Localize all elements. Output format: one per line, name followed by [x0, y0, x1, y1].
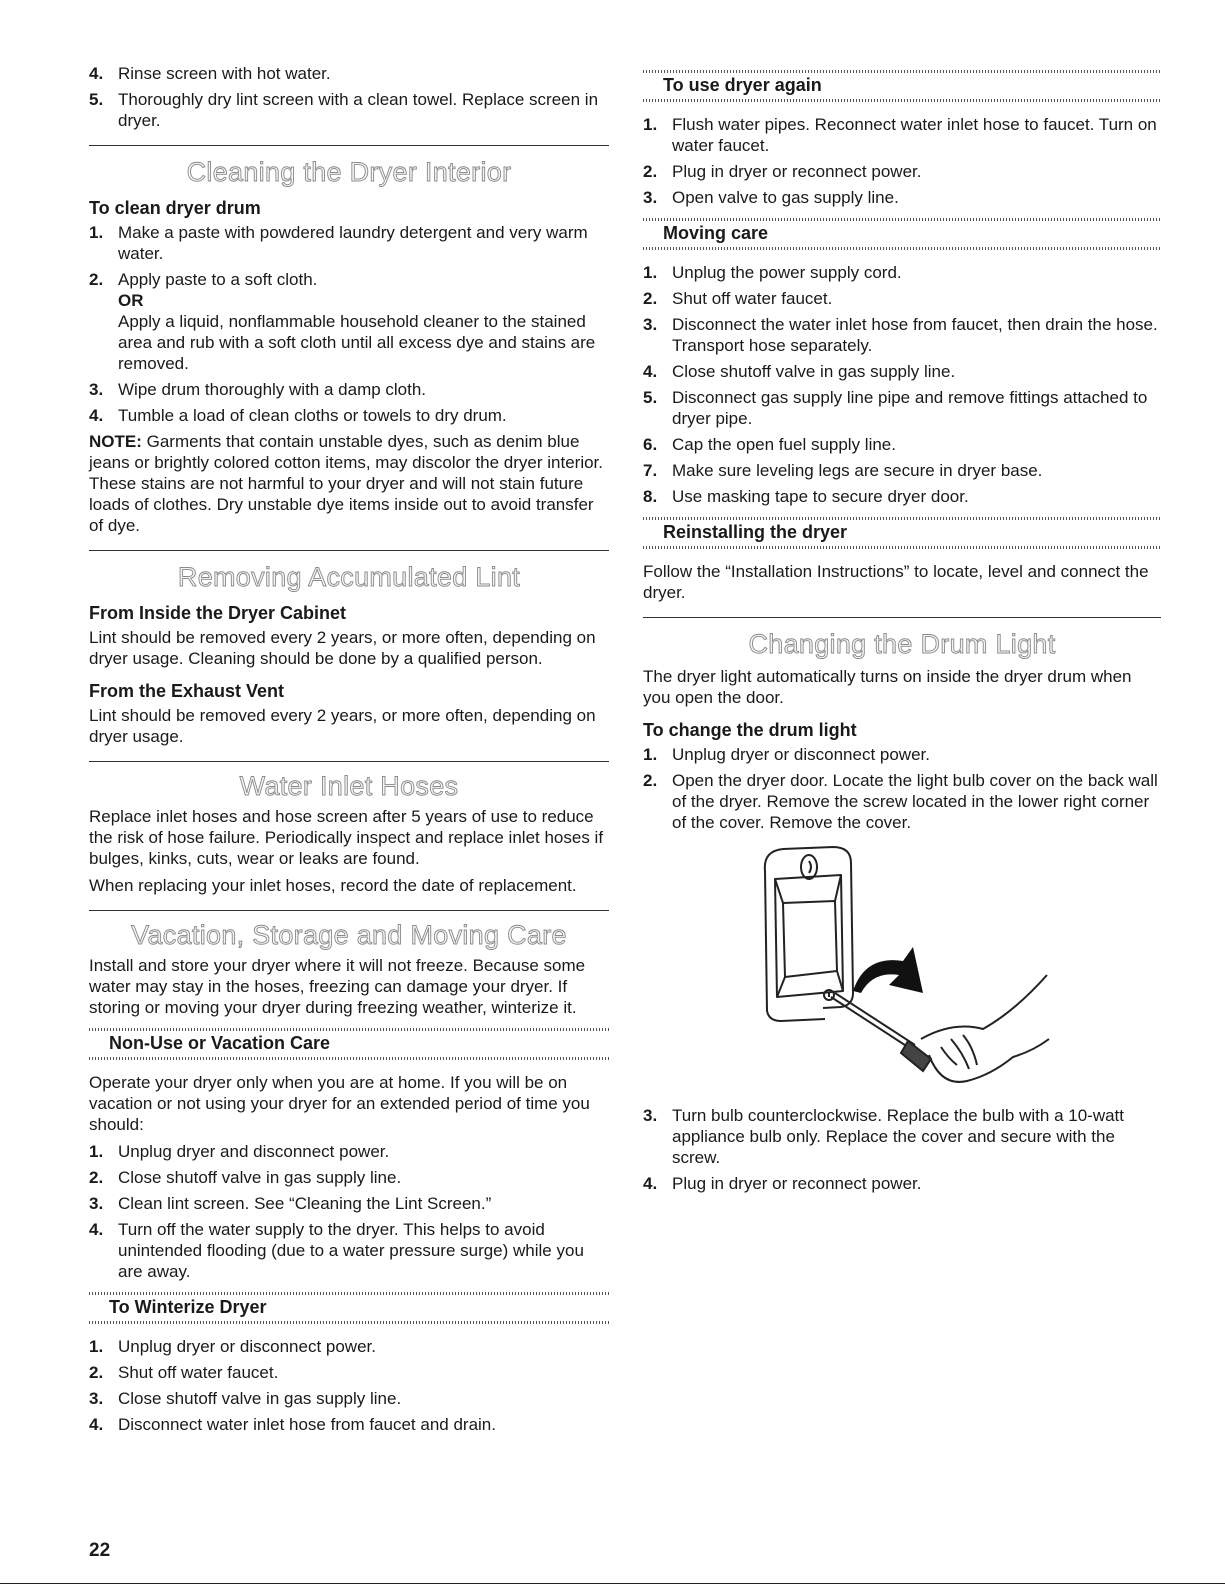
list-item: 8. Use masking tape to secure dryer door.: [643, 487, 969, 506]
use-again-steps: [643, 114, 1161, 208]
section-title-cleaning-interior: Cleaning the Dryer Interior: [186, 157, 512, 187]
boxhead-moving-care: Moving care: [643, 218, 1161, 250]
winterize-steps: [89, 1336, 609, 1435]
list-item: 1. Unplug dryer and disconnect power.: [89, 1142, 390, 1161]
right-column: [643, 70, 1161, 1199]
subhead-change-drum-light: To change the drum light: [643, 720, 857, 740]
list-item: 4. Rinse screen with hot water.: [89, 64, 331, 83]
section-divider: [643, 617, 1161, 618]
list-item: 3. Open valve to gas supply line.: [643, 188, 899, 207]
list-item: 2. Plug in dryer or reconnect power.: [643, 162, 922, 181]
list-item: 4. Tumble a load of clean cloths or towels to dry drum.: [89, 406, 507, 425]
list-item: 5. Disconnect gas supply line pipe and remove fittings attached to dryer pipe.: [643, 388, 1148, 428]
section-divider: [89, 910, 609, 911]
clean-drum-steps: [89, 222, 609, 426]
boxhead-reinstalling: Reinstalling the dryer: [643, 517, 1161, 549]
list-item: 2. Apply paste to a soft cloth. OR Apply a liquid, nonflammable household cleaner to the stained area and rub with a soft cloth until all excess dye and stains are removed.: [89, 269, 609, 374]
list-item: 1. Flush water pipes. Reconnect water inlet hose to faucet. Turn on water faucet.: [643, 115, 1157, 155]
section-divider: [89, 145, 609, 146]
drum-light-steps-a: [643, 744, 1161, 833]
section-title-drum-light: Changing the Drum Light: [748, 629, 1056, 659]
light-cover-illustration: [753, 843, 1053, 1093]
drum-light-steps-b: [643, 1105, 1161, 1194]
list-item: 2. Shut off water faucet.: [89, 1363, 279, 1382]
or-label: OR: [118, 291, 144, 310]
left-column: [89, 63, 609, 1440]
list-item: 2. Shut off water faucet.: [643, 289, 833, 308]
paragraph: When replacing your inlet hoses, record the date of replacement.: [89, 876, 577, 895]
list-item: 4. Turn off the water supply to the dryer. This helps to avoid unintended flooding (due to a water pressure surge) while you are away.: [89, 1220, 584, 1281]
list-item: 4. Plug in dryer or reconnect power.: [643, 1174, 922, 1193]
paragraph: Install and store your dryer where it will not freeze. Because some water may stay in the hoses, freezing can damage your dryer. If storing or moving your dryer during freezing weather, winterize it.: [89, 956, 586, 1017]
paragraph: Operate your dryer only when you are at home. If you will be on vacation or not using your dryer for an extended period of time you should:: [89, 1073, 590, 1134]
subhead-clean-drum: To clean dryer drum: [89, 198, 261, 218]
list-item: 1. Unplug the power supply cord.: [643, 263, 902, 282]
page-number: 22: [89, 1540, 111, 1561]
list-item: 4. Disconnect water inlet hose from faucet and drain.: [89, 1415, 496, 1434]
note-paragraph: NOTE: Garments that contain unstable dyes, such as denim blue jeans or brightly colored cotton items, may discolor the dryer interior. These stains are not harmful to your dryer and will not stain future loads of clothes. Dry unstable dye items inside out to avoid transfer of dye.: [89, 432, 604, 535]
subhead-exhaust-vent: From the Exhaust Vent: [89, 681, 285, 701]
list-item: 1. Make a paste with powdered laundry detergent and very warm water.: [89, 223, 588, 263]
list-item: 2. Open the dryer door. Locate the light bulb cover on the back wall of the dryer. Remove the screw located in the lower right corner of the cover. Remove the cover.: [643, 771, 1158, 832]
list-item: 4. Close shutoff valve in gas supply line.: [643, 362, 956, 381]
boxhead-use-again: To use dryer again: [643, 70, 1161, 102]
moving-care-steps: [643, 262, 1161, 507]
list-item: 7. Make sure leveling legs are secure in dryer base.: [643, 461, 1043, 480]
list-item: 6. Cap the open fuel supply line.: [643, 435, 896, 454]
list-item: 1. Unplug dryer or disconnect power.: [89, 1337, 376, 1356]
paragraph: Lint should be removed every 2 years, or more often, depending on dryer usage. Cleaning should be done by a qualified person.: [89, 628, 596, 668]
section-divider: [89, 761, 609, 762]
boxhead-winterize: To Winterize Dryer: [89, 1292, 609, 1324]
intro-steps: [89, 63, 609, 131]
list-item: 2. Close shutoff valve in gas supply line.: [89, 1168, 402, 1187]
paragraph: Replace inlet hoses and hose screen after 5 years of use to reduce the risk of hose failure. Periodically inspect and replace inlet hoses if bulges, kinks, cuts, wear or leaks are found.: [89, 807, 604, 868]
list-item: 3. Close shutoff valve in gas supply line.: [89, 1389, 402, 1408]
list-item: 3. Clean lint screen. See “Cleaning the Lint Screen.”: [89, 1194, 492, 1213]
subhead-inside-cabinet: From Inside the Dryer Cabinet: [89, 603, 347, 623]
light-cover-drawing: [753, 843, 1053, 1093]
boxhead-non-use: Non-Use or Vacation Care: [89, 1028, 609, 1060]
page-bottom-rule: [0, 1583, 1225, 1584]
section-title-removing-lint: Removing Accumulated Lint: [177, 562, 521, 592]
non-use-steps: [89, 1141, 609, 1282]
section-divider: [89, 550, 609, 551]
list-item: 3. Turn bulb counterclockwise. Replace the bulb with a 10-watt appliance bulb only. Replace the cover and secure with the screw.: [643, 1106, 1124, 1167]
list-item: 5. Thoroughly dry lint screen with a clean towel. Replace screen in dryer.: [89, 90, 599, 130]
list-item: 1. Unplug dryer or disconnect power.: [643, 745, 930, 764]
section-title-water-hoses: Water Inlet Hoses: [239, 771, 459, 801]
paragraph: Lint should be removed every 2 years, or more often, depending on dryer usage.: [89, 706, 596, 746]
section-title-vacation: Vacation, Storage and Moving Care: [131, 920, 567, 950]
paragraph: Follow the “Installation Instructions” to locate, level and connect the dryer.: [643, 562, 1149, 602]
list-item: 3. Wipe drum thoroughly with a damp cloth.: [89, 380, 427, 399]
paragraph: The dryer light automatically turns on inside the dryer drum when you open the door.: [643, 667, 1132, 707]
list-item: 3. Disconnect the water inlet hose from faucet, then drain the hose. Transport hose separately.: [643, 315, 1158, 355]
